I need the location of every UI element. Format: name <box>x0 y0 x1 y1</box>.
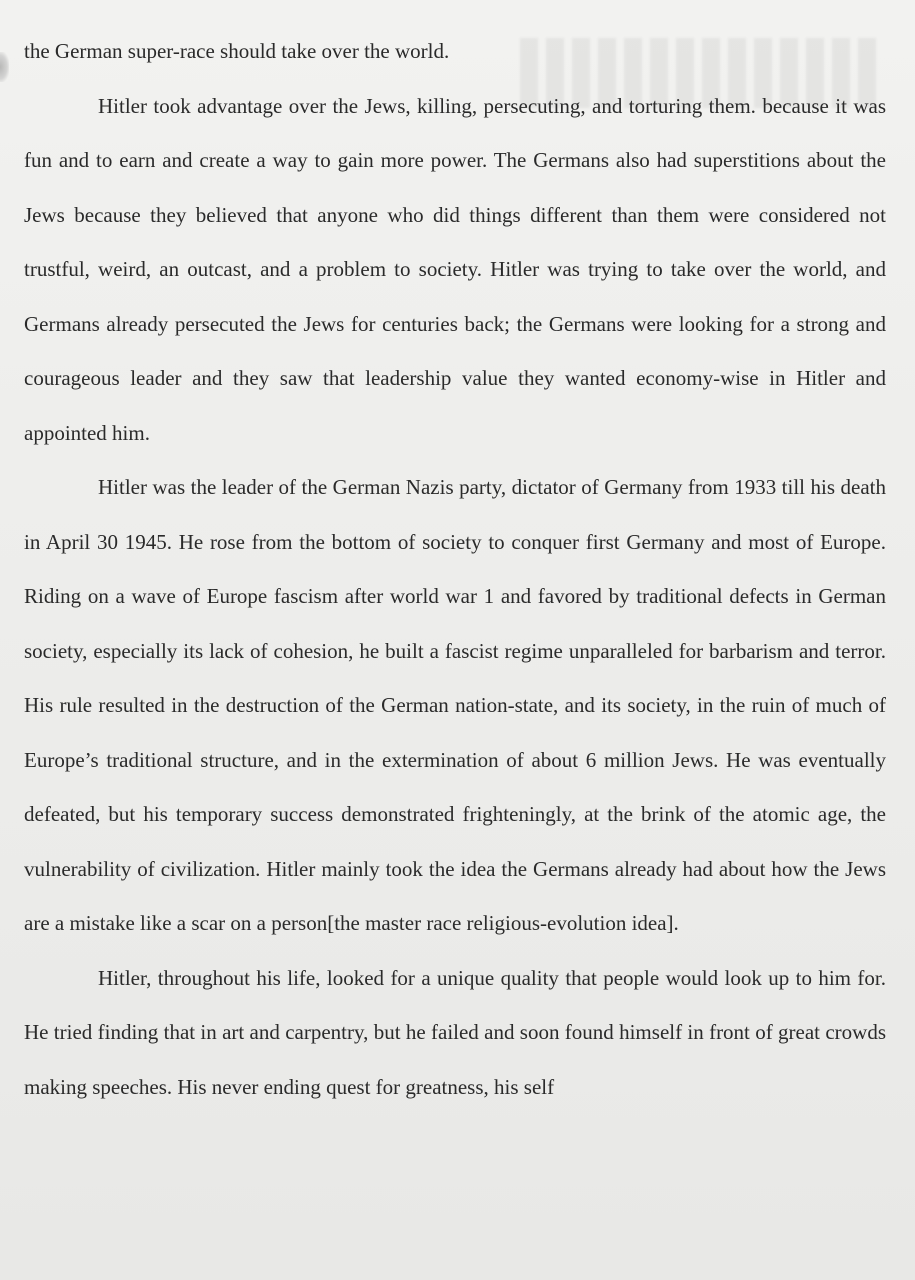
scan-speck <box>0 52 9 82</box>
paragraph-1: the German super-race should take over the world. <box>24 39 450 63</box>
paragraph-3: Hitler was the leader of the German Nazis party, dictator of Germany from 1933 till his death in April 30 1945. He rose from the bottom of society to conquer first Germany and most of Europe. Riding on a wave of Europe fascism after world war 1 and favored by traditional defects in German society, especially its lack of cohesion, he built a fascist regime unparalleled for barbarism and terror. His rule resulted in the destruction of the German nation-state, and its society, in the ruin of much of Europe’s traditional structure, and in the extermination of about 6 million Jews. He was eventually defeated, but his temporary success demonstrated frighteningly, at the brink of the atomic age, the vulnerability of civilization. Hitler mainly took the idea the Germans already had about how the Jews are a mistake like a scar on a person[the master race religious-evolution idea]. <box>24 475 886 935</box>
paragraph-2: Hitler took advantage over the Jews, killing, persecuting, and torturing them. because it was fun and to earn and create a way to gain more power. The Germans also had superstitions about the Jews because they believed that anyone who did things different than them were considered not trustful, weird, an outcast, and a problem to society. Hitler was trying to take over the world, and Germans already persecuted the Jews for centuries back; the Germans were looking for a strong and courageous leader and they saw that leadership value they wanted economy-wise in Hitler and appointed him. <box>24 93 886 445</box>
document-body <box>24 24 886 1114</box>
paragraph-4: Hitler, throughout his life, looked for a unique quality that people would look up to him for. He tried finding that in art and carpentry, but he failed and soon found himself in front of great crowds making speeches. His never ending quest for greatness, his self <box>24 965 886 1099</box>
